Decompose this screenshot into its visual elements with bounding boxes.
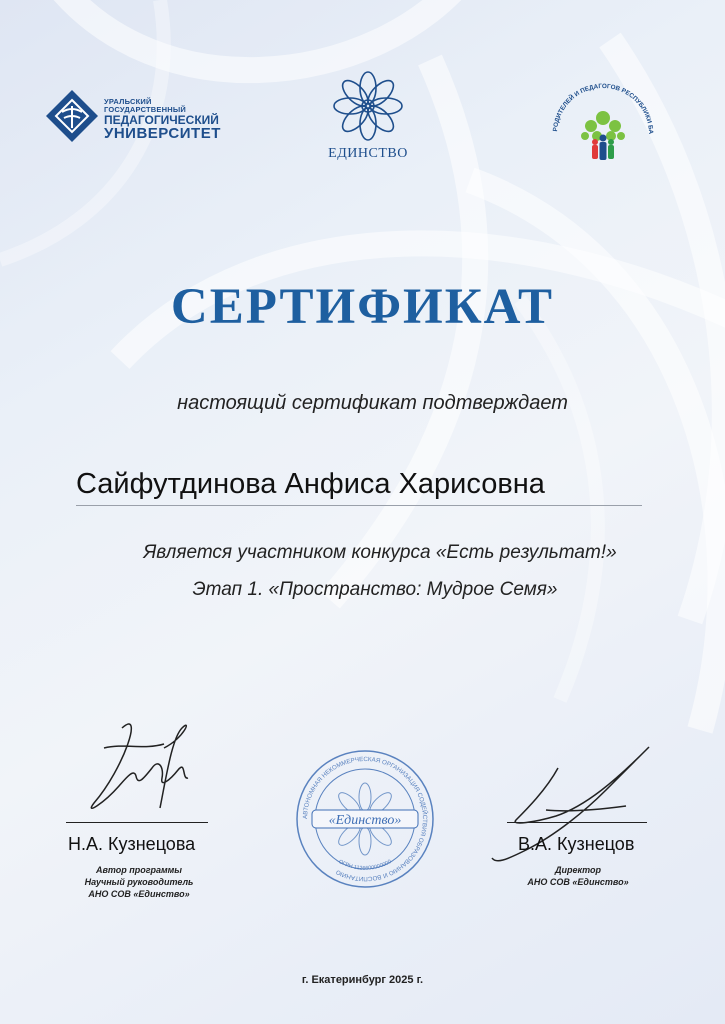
right-signature-line bbox=[507, 822, 647, 823]
svg-text:АССОЦИАЦИЯ РОДИТЕЛЕЙ И ПЕДАГОГ bbox=[545, 74, 654, 135]
right-signer-role bbox=[508, 864, 648, 888]
university-name-line1: УРАЛЬСКИЙ ГОСУДАРСТВЕННЫЙ bbox=[104, 97, 186, 114]
association-logo-text: РОДИТЕЛЕЙ И ПЕДАГОГОВ РЕСПУБЛИКИ БА bbox=[552, 82, 655, 135]
edinstvo-logo bbox=[318, 68, 418, 168]
university-emblem-icon bbox=[44, 88, 100, 144]
left-signature-line bbox=[66, 822, 208, 823]
left-signer-role bbox=[68, 864, 210, 900]
recipient-underline bbox=[76, 505, 642, 506]
certificate-subtitle: настоящий сертификат подтверждает bbox=[177, 392, 568, 414]
right-signer-role-line2: АНО СОВ «Единство» bbox=[527, 877, 629, 887]
recipient-name: Сайфутдинова Анфиса Харисовна bbox=[76, 468, 545, 500]
edinstvo-logo-text: ЕДИНСТВО bbox=[328, 146, 408, 161]
university-name-line3: УНИВЕРСИТЕТ bbox=[104, 125, 221, 143]
association-emblem-icon bbox=[545, 74, 660, 179]
left-signer-role-line1: Автор программы bbox=[96, 865, 182, 875]
university-name-line2: ПЕДАГОГИЧЕСКИЙ bbox=[104, 112, 219, 127]
left-signer-role-line3: АНО СОВ «Единство» bbox=[88, 889, 190, 899]
certificate-title: СЕРТИФИКАТ bbox=[170, 279, 555, 335]
lotus-flower-icon bbox=[330, 68, 406, 144]
stage-text: Этап 1. «Пространство: Мудрое Семя» bbox=[192, 579, 558, 600]
stamp-ogrn-text: ОГРН 1126600000000 bbox=[337, 858, 393, 872]
participation-text: Является участником конкурса «Есть результат!» bbox=[143, 542, 617, 563]
right-signer-role-line1: Директор bbox=[555, 865, 601, 875]
left-signature-scribble bbox=[64, 708, 214, 818]
footer-city-year: г. Екатеринбург 2025 г. bbox=[301, 974, 424, 986]
stamp-center-text: «Единство» bbox=[328, 813, 402, 828]
association-logo bbox=[545, 74, 660, 179]
left-signer-name: Н.А. Кузнецова bbox=[68, 834, 196, 854]
stamp-ring-text: АВТОНОМНАЯ НЕКОММЕРЧЕСКАЯ ОРГАНИЗАЦИЯ СОДЕЙСТВИЯ ОБРАЗОВАНИЮ И ВОСПИТАНИЮ bbox=[301, 755, 429, 883]
right-signer-name: В.А. Кузнецов bbox=[518, 834, 635, 854]
left-signer-role-line2: Научный руководитель bbox=[84, 877, 194, 887]
university-logo bbox=[44, 88, 234, 144]
svg-text:ОГРН 1126600000000 bbox=[337, 859, 392, 872]
organization-stamp bbox=[294, 748, 436, 890]
